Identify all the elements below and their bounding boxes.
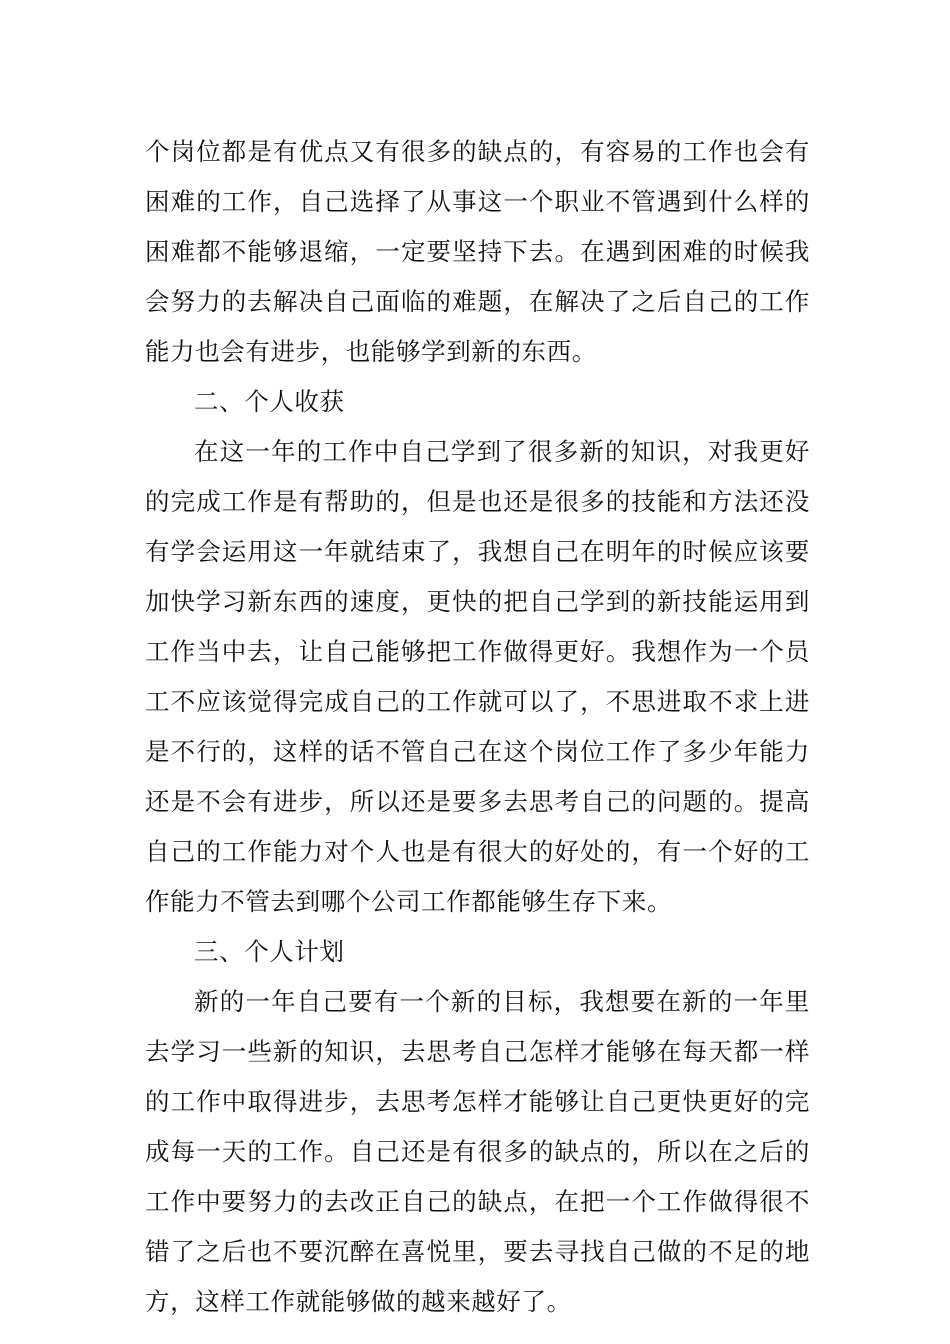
paragraph-personal-plan: 新的一年自己要有一个新的目标，我想要在新的一年里去学习一些新的知识，去思考自己怎样才能够在每天都一样的工作中取得进步，去思考怎样才能够让自己更快更好的完成每一天的工作。自己还是有很多的缺点的，所以在之后的工作中要努力的去改正自己的缺点，在把一个工作做得很不错了之后也不要沉醉在喜悦里，要去寻找自己做的不足的地方，这样工作就能够做的越来越好了。: [145, 987, 810, 1316]
document-body: [145, 127, 810, 1327]
paragraph-personal-gains: 在这一年的工作中自己学到了很多新的知识，对我更好的完成工作是有帮助的，但是也还是很多的技能和方法还没有学会运用这一年就结束了，我想自己在明年的时候应该要加快学习新东西的速度，更快的把自己学到的新技能运用到工作当中去，让自己能够把工作做得更好。我想作为一个员工不应该觉得完成自己的工作就可以了，不思进取不求上进是不行的，这样的话不管自己在这个岗位工作了多少年能力还是不会有进步，所以还是要多去思考自己的问题的。提高自己的工作能力对个人也是有很大的好处的，有一个好的工作能力不管去到哪个公司工作都能够生存下来。: [145, 437, 810, 916]
section-heading-personal-gains: 二、个人收获: [194, 387, 345, 416]
paragraph-continuation: 个岗位都是有优点又有很多的缺点的，有容易的工作也会有困难的工作，自己选择了从事这一个职业不管遇到什么样的困难都不能够退缩，一定要坚持下去。在遇到困难的时候我会努力的去解决自己面临的难题，在解决了之后自己的工作能力也会有进步，也能够学到新的东西。: [145, 137, 810, 366]
section-heading-personal-plan: 三、个人计划: [194, 937, 345, 966]
